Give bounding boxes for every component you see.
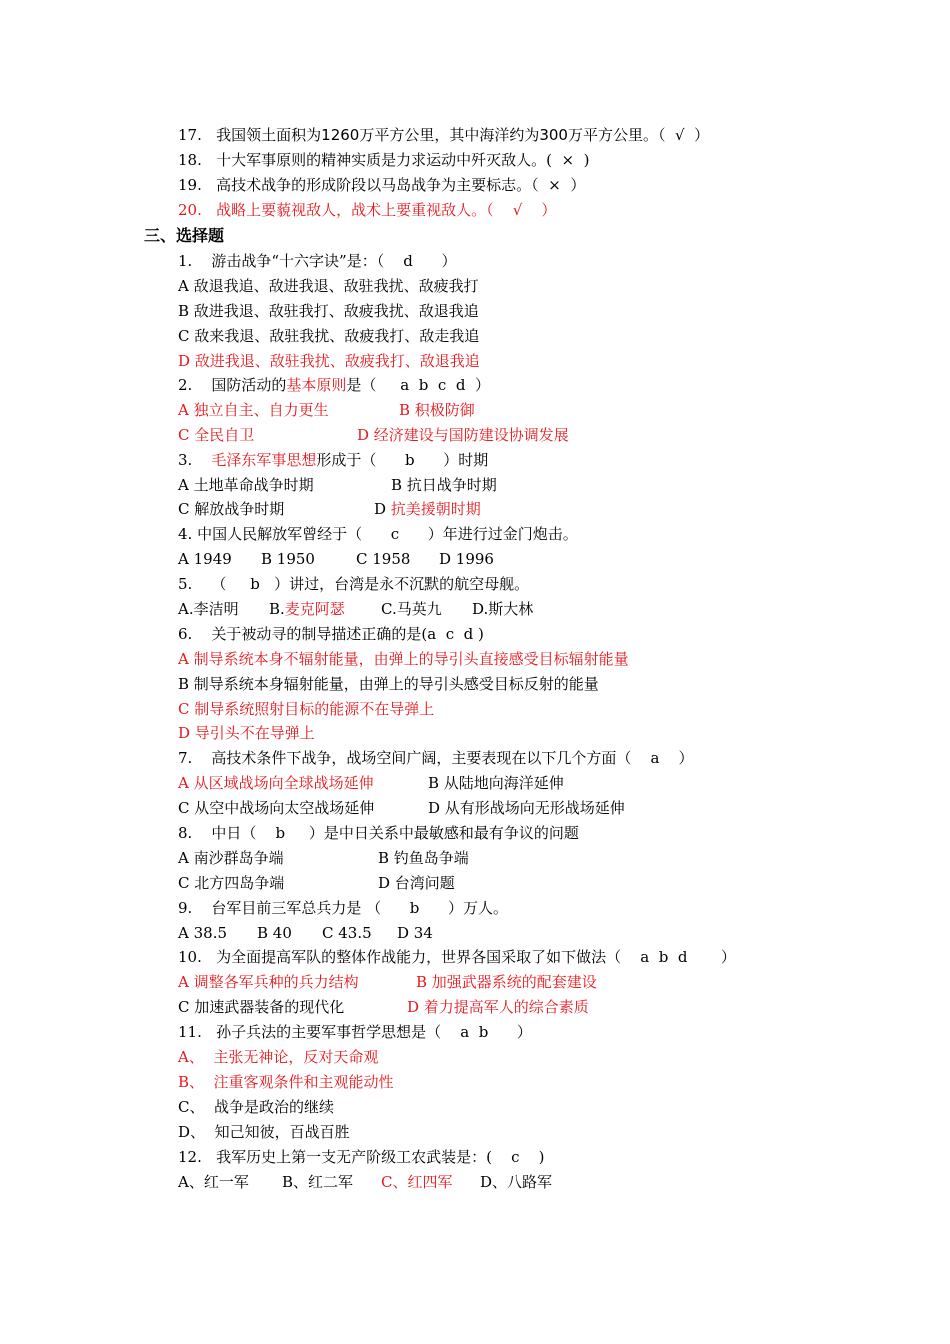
q6-option-c: C 制导系统照射目标的能源不在导弹上 bbox=[178, 700, 435, 718]
q11-option-a: A、 主张无神论，反对天命观 bbox=[178, 1048, 379, 1066]
q6-option-a: A 制导系统本身不辐射能量，由弹上的导引头直接感受目标辐射能量 bbox=[178, 650, 629, 668]
question-12: 12. 我军历史上第一支无产阶级工农武装是：( c ) bbox=[178, 1148, 545, 1166]
tf-item-19: 19. 高技术战争的形成阶段以马岛战争为主要标志。（ × ） bbox=[178, 176, 586, 194]
q2-options-row2: C 全民自卫 D 经济建设与国防建设协调发展 bbox=[178, 426, 569, 444]
question-10: 10. 为全面提高军队的整体作战能力，世界各国采取了如下做法（ a b d ） bbox=[178, 948, 736, 966]
question-9: 9. 台军目前三军总兵力是 （ b ）万人。 bbox=[178, 899, 508, 917]
q4-options: A 1949 B 1950 C 1958 D 1996 bbox=[178, 550, 494, 568]
question-7: 7. 高技术条件下战争，战场空间广阔，主要表现在以下几个方面（ a ） bbox=[178, 749, 694, 767]
q9-options: A 38.5 B 40 C 43.5 D 34 bbox=[178, 924, 433, 942]
question-4: 4. 中国人民解放军曾经于（ c ）年进行过金门炮击。 bbox=[178, 525, 578, 543]
question-6: 6. 关于被动寻的制导描述正确的是(a c d ) bbox=[178, 625, 484, 643]
tf-item-18: 18. 十大军事原则的精神实质是力求运动中歼灭敌人。( × ) bbox=[178, 151, 590, 169]
q1-option-c: C 敌来我退、敌驻我扰、敌疲我打、敌走我追 bbox=[178, 327, 480, 345]
question-5: 5. （ b ）讲过，台湾是永不沉默的航空母舰。 bbox=[178, 575, 530, 593]
q11-option-b: B、 注重客观条件和主观能动性 bbox=[178, 1073, 394, 1091]
q11-option-d: D、 知己知彼，百战百胜 bbox=[178, 1123, 350, 1141]
q11-option-c: C、 战争是政治的继续 bbox=[178, 1098, 335, 1116]
q3-options-row1: A 土地革命战争时期 B 抗日战争时期 bbox=[178, 476, 497, 494]
q5-options: A.李洁明 B.麦克阿瑟 C.马英九 D.斯大林 bbox=[178, 600, 534, 618]
question-1: 1. 游击战争“十六字诀”是：（ d ） bbox=[178, 252, 457, 270]
q1-option-d: D 敌进我退、敌驻我扰、敌疲我打、敌退我追 bbox=[178, 352, 480, 370]
q7-options-row1: A 从区域战场向全球战场延伸 B 从陆地向海洋延伸 bbox=[178, 774, 564, 792]
question-2: 2. 国防活动的基本原则是（ a b c d ） bbox=[178, 376, 490, 394]
tf-item-20: 20. 战略上要藐视敌人，战术上要重视敌人。（ √ ） bbox=[178, 201, 557, 219]
question-3: 3. 毛泽东军事思想形成于（ b ）时期 bbox=[178, 451, 489, 469]
q3-options-row2: C 解放战争时期 D 抗美援朝时期 bbox=[178, 500, 481, 518]
q6-option-d: D 导引头不在导弹上 bbox=[178, 724, 315, 742]
q10-options-row1: A 调整各军兵种的兵力结构 B 加强武器系统的配套建设 bbox=[178, 973, 597, 991]
q12-options: A、红一军 B、红二军 C、红四军 D、八路军 bbox=[178, 1173, 553, 1191]
q1-option-b: B 敌进我退、敌驻我打、敌疲我扰、敌退我追 bbox=[178, 302, 479, 320]
section-title: 三、选择题 bbox=[144, 226, 225, 245]
q10-options-row2: C 加速武器装备的现代化 D 着力提高军人的综合素质 bbox=[178, 998, 589, 1016]
q2-options-row1: A 独立自主、自力更生 B 积极防御 bbox=[178, 401, 475, 419]
question-11: 11. 孙子兵法的主要军事哲学思想是（ a b ） bbox=[178, 1023, 532, 1041]
q7-options-row2: C 从空中战场向太空战场延伸 D 从有形战场向无形战场延伸 bbox=[178, 799, 625, 817]
q1-option-a: A 敌退我追、敌进我退、敌驻我扰、敌疲我打 bbox=[178, 277, 479, 295]
question-8: 8. 中日（ b ）是中日关系中最敏感和最有争议的问题 bbox=[178, 824, 579, 842]
tf-item-17: 17. 我国领土面积为1260万平方公里，其中海洋约为300万平方公里。（ √ ） bbox=[178, 126, 710, 144]
q6-option-b: B 制导系统本身辐射能量，由弹上的导引头感受目标反射的能量 bbox=[178, 675, 599, 693]
q8-options-row1: A 南沙群岛争端 B 钓鱼岛争端 bbox=[178, 849, 469, 867]
q8-options-row2: C 北方四岛争端 D 台湾问题 bbox=[178, 874, 455, 892]
